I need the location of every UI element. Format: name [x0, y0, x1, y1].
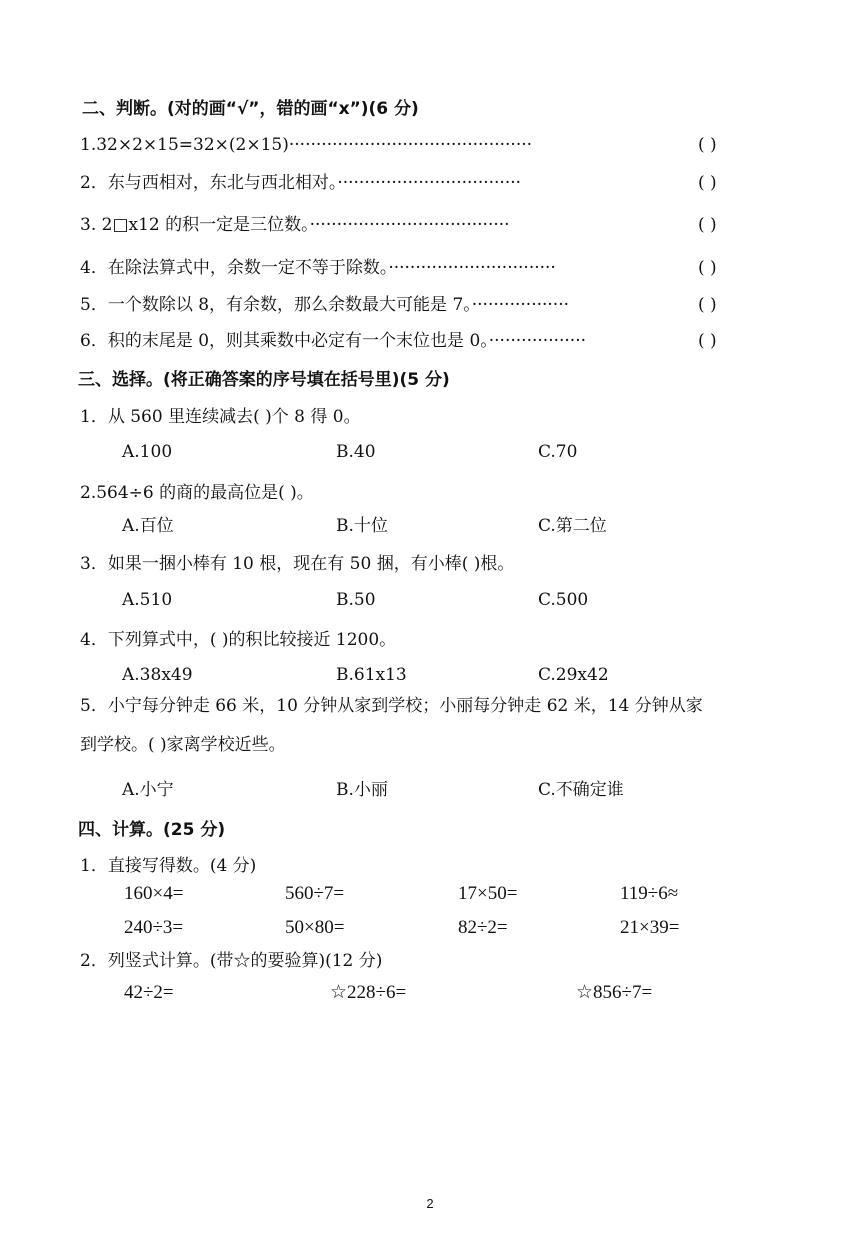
- judge-item-2: 2．东与西相对，东北与西北相对。··································: [80, 173, 522, 193]
- choice-question-1: 1．从 560 里连续减去( )个 8 得 0。: [80, 407, 361, 427]
- calc-1-4: 119÷6≈: [620, 883, 679, 904]
- section-4-heading: 四、计算。(25 分): [78, 820, 226, 840]
- calc-2-3: ☆856÷7=: [576, 982, 653, 1003]
- section-3-heading: 三、选择。(将正确答案的序号填在括号里)(5 分): [78, 370, 450, 390]
- choice-1-option-c[interactable]: C.70: [538, 442, 578, 462]
- choice-5-option-a[interactable]: A.小宁: [122, 780, 174, 800]
- judge-item-4: 4．在除法算式中，余数一定不等于除数。·······························: [80, 258, 556, 278]
- calc-2-1: 42÷2=: [124, 982, 174, 1003]
- choice-3-option-b[interactable]: B.50: [336, 590, 376, 610]
- calc-1-2: 560÷7=: [285, 883, 345, 904]
- calc-1-7: 82÷2=: [458, 917, 508, 938]
- choice-5-option-b[interactable]: B.小丽: [336, 780, 388, 800]
- choice-2-option-a[interactable]: A.百位: [122, 516, 174, 536]
- judge-answer-4[interactable]: ( ): [698, 258, 717, 278]
- judge-item-1: 1.32×2×15=32×(2×15)·············································: [80, 135, 533, 155]
- judge-item-5: 5．一个数除以 8，有余数，那么余数最大可能是 7。··················: [80, 295, 570, 315]
- choice-4-option-c[interactable]: C.29x42: [538, 665, 609, 685]
- judge-answer-5[interactable]: ( ): [698, 295, 717, 315]
- choice-2-option-b[interactable]: B.十位: [336, 516, 388, 536]
- calc-part-2-title: 2．列竖式计算。(带☆的要验算)(12 分): [80, 951, 383, 971]
- judge-answer-1[interactable]: ( ): [698, 135, 717, 155]
- judge-item-3: 3. 2□x12 的积一定是三位数。·····································: [80, 215, 510, 235]
- calc-1-5: 240÷3=: [124, 917, 184, 938]
- judge-answer-2[interactable]: ( ): [698, 173, 717, 193]
- choice-question-4: 4．下列算式中，( )的积比较接近 1200。: [80, 630, 397, 650]
- choice-5-option-c[interactable]: C.不确定谁: [538, 780, 624, 800]
- choice-question-3: 3．如果一捆小棒有 10 根，现在有 50 捆，有小棒( )根。: [80, 554, 515, 574]
- choice-4-option-a[interactable]: A.38x49: [122, 665, 193, 685]
- choice-3-option-a[interactable]: A.510: [122, 590, 173, 610]
- calc-1-1: 160×4=: [124, 883, 184, 904]
- judge-answer-6[interactable]: ( ): [698, 331, 717, 351]
- page-number: 2: [426, 1196, 434, 1211]
- calc-1-3: 17×50=: [458, 883, 518, 904]
- calc-part-1-title: 1．直接写得数。(4 分): [80, 856, 257, 876]
- choice-3-option-c[interactable]: C.500: [538, 590, 589, 610]
- choice-1-option-b[interactable]: B.40: [336, 442, 376, 462]
- section-2-heading: 二、判断。(对的画“√”，错的画“x”)(6 分): [82, 99, 419, 119]
- choice-question-5: 5．小宁每分钟走 66 米，10 分钟从家到学校；小丽每分钟走 62 米，14 分钟从家: [80, 696, 703, 716]
- judge-answer-3[interactable]: ( ): [698, 215, 717, 235]
- choice-1-option-a[interactable]: A.100: [122, 442, 173, 462]
- choice-4-option-b[interactable]: B.61x13: [336, 665, 407, 685]
- judge-item-6: 6．积的末尾是 0，则其乘数中必定有一个末位也是 0。··················: [80, 331, 587, 351]
- choice-question-5-cont: 到学校。( )家离学校近些。: [80, 735, 286, 755]
- calc-1-8: 21×39=: [620, 917, 680, 938]
- calc-2-2: ☆228÷6=: [330, 982, 407, 1003]
- choice-question-2: 2.564÷6 的商的最高位是( )。: [80, 483, 314, 503]
- choice-2-option-c[interactable]: C.第二位: [538, 516, 607, 536]
- calc-1-6: 50×80=: [285, 917, 345, 938]
